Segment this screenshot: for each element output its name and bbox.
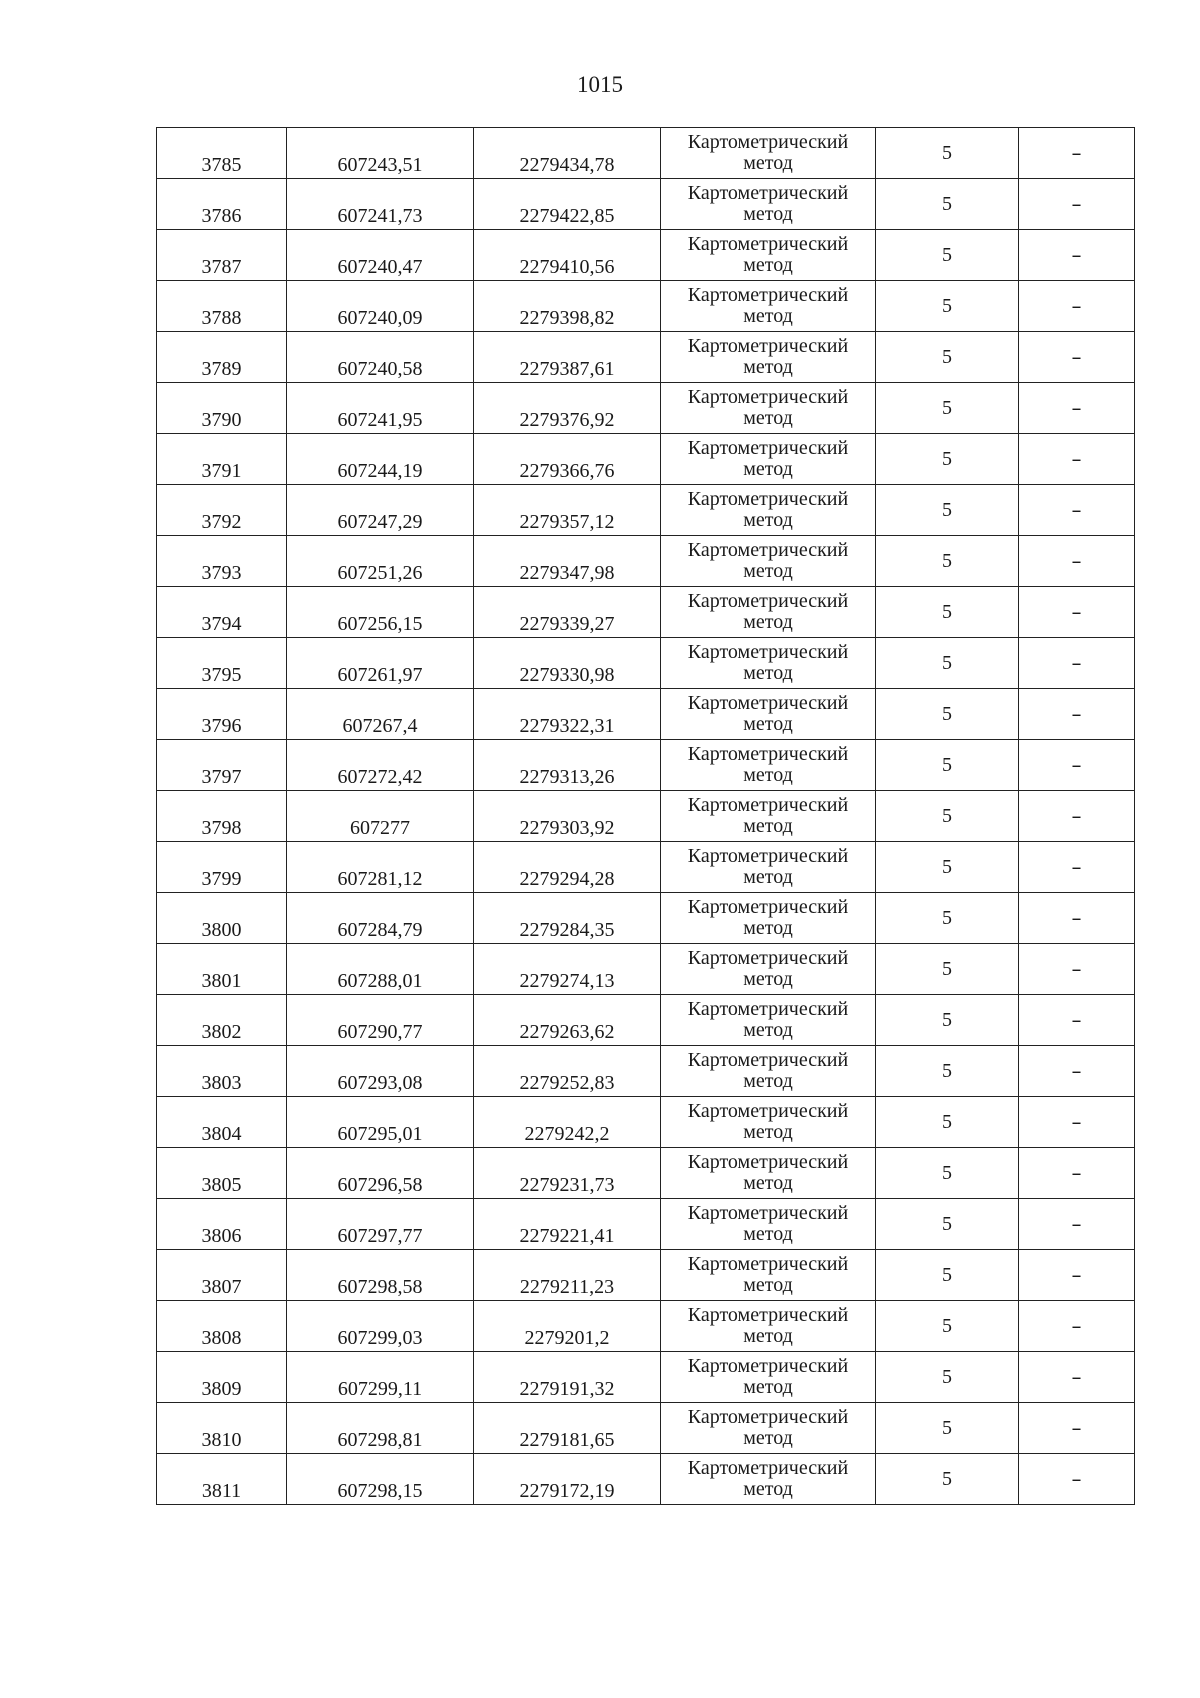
table-row <box>157 230 1135 281</box>
table-row <box>157 1352 1135 1403</box>
method-label-line2: метод <box>743 407 793 429</box>
table-row <box>157 1454 1135 1505</box>
point-number-cell: 3804 <box>157 1097 287 1148</box>
accuracy-cell: 5 <box>876 230 1019 281</box>
x-coordinate-cell: 607241,95 <box>287 383 474 434</box>
point-number-cell: 3807 <box>157 1250 287 1301</box>
method-label-line1: Картометрический <box>687 947 849 969</box>
note-cell: – <box>1019 587 1135 638</box>
method-cell <box>661 383 876 434</box>
y-coordinate-cell: 2279330,98 <box>474 638 661 689</box>
x-coordinate-cell: 607296,58 <box>287 1148 474 1199</box>
accuracy-cell: 5 <box>876 1250 1019 1301</box>
method-label-line2: метод <box>743 815 793 837</box>
x-coordinate-cell: 607247,29 <box>287 485 474 536</box>
accuracy-cell: 5 <box>876 179 1019 230</box>
y-coordinate-cell: 2279322,31 <box>474 689 661 740</box>
note-cell: – <box>1019 1454 1135 1505</box>
x-coordinate-cell: 607299,03 <box>287 1301 474 1352</box>
note-cell: – <box>1019 893 1135 944</box>
x-coordinate-cell: 607244,19 <box>287 434 474 485</box>
y-coordinate-cell: 2279263,62 <box>474 995 661 1046</box>
method-cell <box>661 1250 876 1301</box>
method-label-line1: Картометрический <box>687 590 849 612</box>
accuracy-cell: 5 <box>876 1199 1019 1250</box>
point-number-cell: 3793 <box>157 536 287 587</box>
x-coordinate-cell: 607261,97 <box>287 638 474 689</box>
note-cell: – <box>1019 740 1135 791</box>
method-cell <box>661 740 876 791</box>
x-coordinate-cell: 607240,58 <box>287 332 474 383</box>
table-row <box>157 689 1135 740</box>
method-label-line2: метод <box>743 203 793 225</box>
method-label-line2: метод <box>743 152 793 174</box>
note-cell: – <box>1019 791 1135 842</box>
note-cell: – <box>1019 842 1135 893</box>
x-coordinate-cell: 607290,77 <box>287 995 474 1046</box>
y-coordinate-cell: 2279211,23 <box>474 1250 661 1301</box>
x-coordinate-cell: 607267,4 <box>287 689 474 740</box>
method-label-line2: метод <box>743 1172 793 1194</box>
x-coordinate-cell: 607284,79 <box>287 893 474 944</box>
point-number-cell: 3796 <box>157 689 287 740</box>
y-coordinate-cell: 2279221,41 <box>474 1199 661 1250</box>
method-cell <box>661 281 876 332</box>
method-cell <box>661 1046 876 1097</box>
method-label-line1: Картометрический <box>687 233 849 255</box>
point-number-cell: 3790 <box>157 383 287 434</box>
method-label-line1: Картометрический <box>687 1253 849 1275</box>
table-row <box>157 536 1135 587</box>
method-label-line1: Картометрический <box>687 896 849 918</box>
accuracy-cell: 5 <box>876 1352 1019 1403</box>
table-row <box>157 332 1135 383</box>
accuracy-cell: 5 <box>876 791 1019 842</box>
x-coordinate-cell: 607251,26 <box>287 536 474 587</box>
point-number-cell: 3789 <box>157 332 287 383</box>
point-number-cell: 3791 <box>157 434 287 485</box>
method-label-line1: Картометрический <box>687 1355 849 1377</box>
table-row <box>157 281 1135 332</box>
method-cell <box>661 1454 876 1505</box>
method-label-line2: метод <box>743 866 793 888</box>
method-cell <box>661 638 876 689</box>
method-cell <box>661 1352 876 1403</box>
note-cell: – <box>1019 281 1135 332</box>
accuracy-cell: 5 <box>876 587 1019 638</box>
accuracy-cell: 5 <box>876 128 1019 179</box>
method-cell <box>661 995 876 1046</box>
y-coordinate-cell: 2279357,12 <box>474 485 661 536</box>
note-cell: – <box>1019 638 1135 689</box>
x-coordinate-cell: 607298,15 <box>287 1454 474 1505</box>
method-label-line1: Картометрический <box>687 386 849 408</box>
method-label-line2: метод <box>743 254 793 276</box>
point-number-cell: 3797 <box>157 740 287 791</box>
x-coordinate-cell: 607240,47 <box>287 230 474 281</box>
x-coordinate-cell: 607272,42 <box>287 740 474 791</box>
point-number-cell: 3803 <box>157 1046 287 1097</box>
y-coordinate-cell: 2279294,28 <box>474 842 661 893</box>
point-number-cell: 3805 <box>157 1148 287 1199</box>
note-cell: – <box>1019 383 1135 434</box>
page-number: 1015 <box>577 72 623 97</box>
y-coordinate-cell: 2279242,2 <box>474 1097 661 1148</box>
x-coordinate-cell: 607298,81 <box>287 1403 474 1454</box>
table-row <box>157 944 1135 995</box>
note-cell: – <box>1019 944 1135 995</box>
x-coordinate-cell: 607240,09 <box>287 281 474 332</box>
note-cell: – <box>1019 1046 1135 1097</box>
y-coordinate-cell: 2279252,83 <box>474 1046 661 1097</box>
note-cell: – <box>1019 128 1135 179</box>
point-number-cell: 3787 <box>157 230 287 281</box>
method-label-line2: метод <box>743 1019 793 1041</box>
method-label-line1: Картометрический <box>687 1406 849 1428</box>
y-coordinate-cell: 2279284,35 <box>474 893 661 944</box>
accuracy-cell: 5 <box>876 536 1019 587</box>
note-cell: – <box>1019 1097 1135 1148</box>
table-row <box>157 587 1135 638</box>
point-number-cell: 3798 <box>157 791 287 842</box>
method-cell <box>661 893 876 944</box>
x-coordinate-cell: 607281,12 <box>287 842 474 893</box>
accuracy-cell: 5 <box>876 1454 1019 1505</box>
accuracy-cell: 5 <box>876 1148 1019 1199</box>
point-number-cell: 3808 <box>157 1301 287 1352</box>
x-coordinate-cell: 607299,11 <box>287 1352 474 1403</box>
method-label-line2: метод <box>743 1376 793 1398</box>
method-cell <box>661 179 876 230</box>
table-row <box>157 1403 1135 1454</box>
method-label-line2: метод <box>743 968 793 990</box>
method-label-line2: метод <box>743 764 793 786</box>
y-coordinate-cell: 2279274,13 <box>474 944 661 995</box>
method-cell <box>661 1301 876 1352</box>
method-cell <box>661 1097 876 1148</box>
y-coordinate-cell: 2279387,61 <box>474 332 661 383</box>
accuracy-cell: 5 <box>876 893 1019 944</box>
x-coordinate-cell: 607243,51 <box>287 128 474 179</box>
x-coordinate-cell: 607295,01 <box>287 1097 474 1148</box>
method-label-line1: Картометрический <box>687 692 849 714</box>
y-coordinate-cell: 2279422,85 <box>474 179 661 230</box>
method-cell <box>661 1199 876 1250</box>
x-coordinate-cell: 607288,01 <box>287 944 474 995</box>
y-coordinate-cell: 2279339,27 <box>474 587 661 638</box>
method-cell <box>661 434 876 485</box>
note-cell: – <box>1019 179 1135 230</box>
y-coordinate-cell: 2279410,56 <box>474 230 661 281</box>
table-row <box>157 1250 1135 1301</box>
y-coordinate-cell: 2279398,82 <box>474 281 661 332</box>
note-cell: – <box>1019 689 1135 740</box>
method-label-line2: метод <box>743 1427 793 1449</box>
note-cell: – <box>1019 1301 1135 1352</box>
method-label-line2: метод <box>743 1223 793 1245</box>
accuracy-cell: 5 <box>876 638 1019 689</box>
method-label-line2: метод <box>743 560 793 582</box>
table-row <box>157 434 1135 485</box>
point-number-cell: 3799 <box>157 842 287 893</box>
method-cell <box>661 791 876 842</box>
accuracy-cell: 5 <box>876 995 1019 1046</box>
table-row <box>157 1301 1135 1352</box>
y-coordinate-cell: 2279172,19 <box>474 1454 661 1505</box>
y-coordinate-cell: 2279347,98 <box>474 536 661 587</box>
method-label-line1: Картометрический <box>687 1304 849 1326</box>
method-label-line1: Картометрический <box>687 335 849 357</box>
table-row <box>157 740 1135 791</box>
method-cell <box>661 128 876 179</box>
method-cell <box>661 842 876 893</box>
y-coordinate-cell: 2279434,78 <box>474 128 661 179</box>
method-label-line1: Картометрический <box>687 1100 849 1122</box>
method-label-line2: метод <box>743 1478 793 1500</box>
x-coordinate-cell: 607298,58 <box>287 1250 474 1301</box>
y-coordinate-cell: 2279201,2 <box>474 1301 661 1352</box>
method-cell <box>661 689 876 740</box>
y-coordinate-cell: 2279313,26 <box>474 740 661 791</box>
method-label-line2: метод <box>743 1325 793 1347</box>
method-label-line1: Картометрический <box>687 845 849 867</box>
y-coordinate-cell: 2279303,92 <box>474 791 661 842</box>
method-label-line1: Картометрический <box>687 998 849 1020</box>
method-label-line2: метод <box>743 305 793 327</box>
point-number-cell: 3806 <box>157 1199 287 1250</box>
note-cell: – <box>1019 1148 1135 1199</box>
method-label-line2: метод <box>743 662 793 684</box>
method-label-line2: метод <box>743 458 793 480</box>
table-row <box>157 128 1135 179</box>
method-cell <box>661 536 876 587</box>
table-row <box>157 791 1135 842</box>
x-coordinate-cell: 607297,77 <box>287 1199 474 1250</box>
method-label-line2: метод <box>743 509 793 531</box>
coordinates-table <box>156 127 1135 1505</box>
method-label-line2: метод <box>743 356 793 378</box>
accuracy-cell: 5 <box>876 1301 1019 1352</box>
note-cell: – <box>1019 536 1135 587</box>
method-cell <box>661 332 876 383</box>
note-cell: – <box>1019 332 1135 383</box>
y-coordinate-cell: 2279231,73 <box>474 1148 661 1199</box>
point-number-cell: 3800 <box>157 893 287 944</box>
method-label-line1: Картометрический <box>687 1202 849 1224</box>
method-cell <box>661 485 876 536</box>
table-row <box>157 179 1135 230</box>
point-number-cell: 3811 <box>157 1454 287 1505</box>
table-row <box>157 842 1135 893</box>
y-coordinate-cell: 2279366,76 <box>474 434 661 485</box>
note-cell: – <box>1019 1403 1135 1454</box>
method-label-line1: Картометрический <box>687 437 849 459</box>
accuracy-cell: 5 <box>876 485 1019 536</box>
note-cell: – <box>1019 1250 1135 1301</box>
method-label-line2: метод <box>743 1070 793 1092</box>
point-number-cell: 3801 <box>157 944 287 995</box>
accuracy-cell: 5 <box>876 434 1019 485</box>
method-label-line1: Картометрический <box>687 641 849 663</box>
method-label-line2: метод <box>743 611 793 633</box>
y-coordinate-cell: 2279376,92 <box>474 383 661 434</box>
method-label-line1: Картометрический <box>687 488 849 510</box>
table-row <box>157 1199 1135 1250</box>
point-number-cell: 3810 <box>157 1403 287 1454</box>
accuracy-cell: 5 <box>876 944 1019 995</box>
x-coordinate-cell: 607256,15 <box>287 587 474 638</box>
x-coordinate-cell: 607241,73 <box>287 179 474 230</box>
accuracy-cell: 5 <box>876 1403 1019 1454</box>
method-label-line2: метод <box>743 917 793 939</box>
method-cell <box>661 944 876 995</box>
x-coordinate-cell: 607277 <box>287 791 474 842</box>
point-number-cell: 3809 <box>157 1352 287 1403</box>
accuracy-cell: 5 <box>876 1046 1019 1097</box>
accuracy-cell: 5 <box>876 740 1019 791</box>
method-label-line2: метод <box>743 713 793 735</box>
table-row <box>157 638 1135 689</box>
method-label-line1: Картометрический <box>687 743 849 765</box>
point-number-cell: 3786 <box>157 179 287 230</box>
point-number-cell: 3795 <box>157 638 287 689</box>
method-label-line1: Картометрический <box>687 539 849 561</box>
table-row <box>157 383 1135 434</box>
method-label-line2: метод <box>743 1274 793 1296</box>
table-body <box>157 128 1135 1505</box>
table-row <box>157 893 1135 944</box>
point-number-cell: 3802 <box>157 995 287 1046</box>
table-row <box>157 995 1135 1046</box>
table-row <box>157 1097 1135 1148</box>
x-coordinate-cell: 607293,08 <box>287 1046 474 1097</box>
method-label-line2: метод <box>743 1121 793 1143</box>
point-number-cell: 3794 <box>157 587 287 638</box>
point-number-cell: 3792 <box>157 485 287 536</box>
note-cell: – <box>1019 995 1135 1046</box>
note-cell: – <box>1019 434 1135 485</box>
method-label-line1: Картометрический <box>687 182 849 204</box>
method-label-line1: Картометрический <box>687 794 849 816</box>
method-label-line1: Картометрический <box>687 131 849 153</box>
accuracy-cell: 5 <box>876 281 1019 332</box>
method-label-line1: Картометрический <box>687 1457 849 1479</box>
method-cell <box>661 1148 876 1199</box>
method-cell <box>661 587 876 638</box>
note-cell: – <box>1019 230 1135 281</box>
method-label-line1: Картометрический <box>687 1151 849 1173</box>
table-row <box>157 485 1135 536</box>
y-coordinate-cell: 2279181,65 <box>474 1403 661 1454</box>
note-cell: – <box>1019 1352 1135 1403</box>
method-cell <box>661 230 876 281</box>
table-row <box>157 1148 1135 1199</box>
accuracy-cell: 5 <box>876 332 1019 383</box>
y-coordinate-cell: 2279191,32 <box>474 1352 661 1403</box>
point-number-cell: 3785 <box>157 128 287 179</box>
accuracy-cell: 5 <box>876 383 1019 434</box>
accuracy-cell: 5 <box>876 842 1019 893</box>
accuracy-cell: 5 <box>876 689 1019 740</box>
method-cell <box>661 1403 876 1454</box>
note-cell: – <box>1019 485 1135 536</box>
method-label-line1: Картометрический <box>687 284 849 306</box>
point-number-cell: 3788 <box>157 281 287 332</box>
note-cell: – <box>1019 1199 1135 1250</box>
accuracy-cell: 5 <box>876 1097 1019 1148</box>
table-row <box>157 1046 1135 1097</box>
method-label-line1: Картометрический <box>687 1049 849 1071</box>
